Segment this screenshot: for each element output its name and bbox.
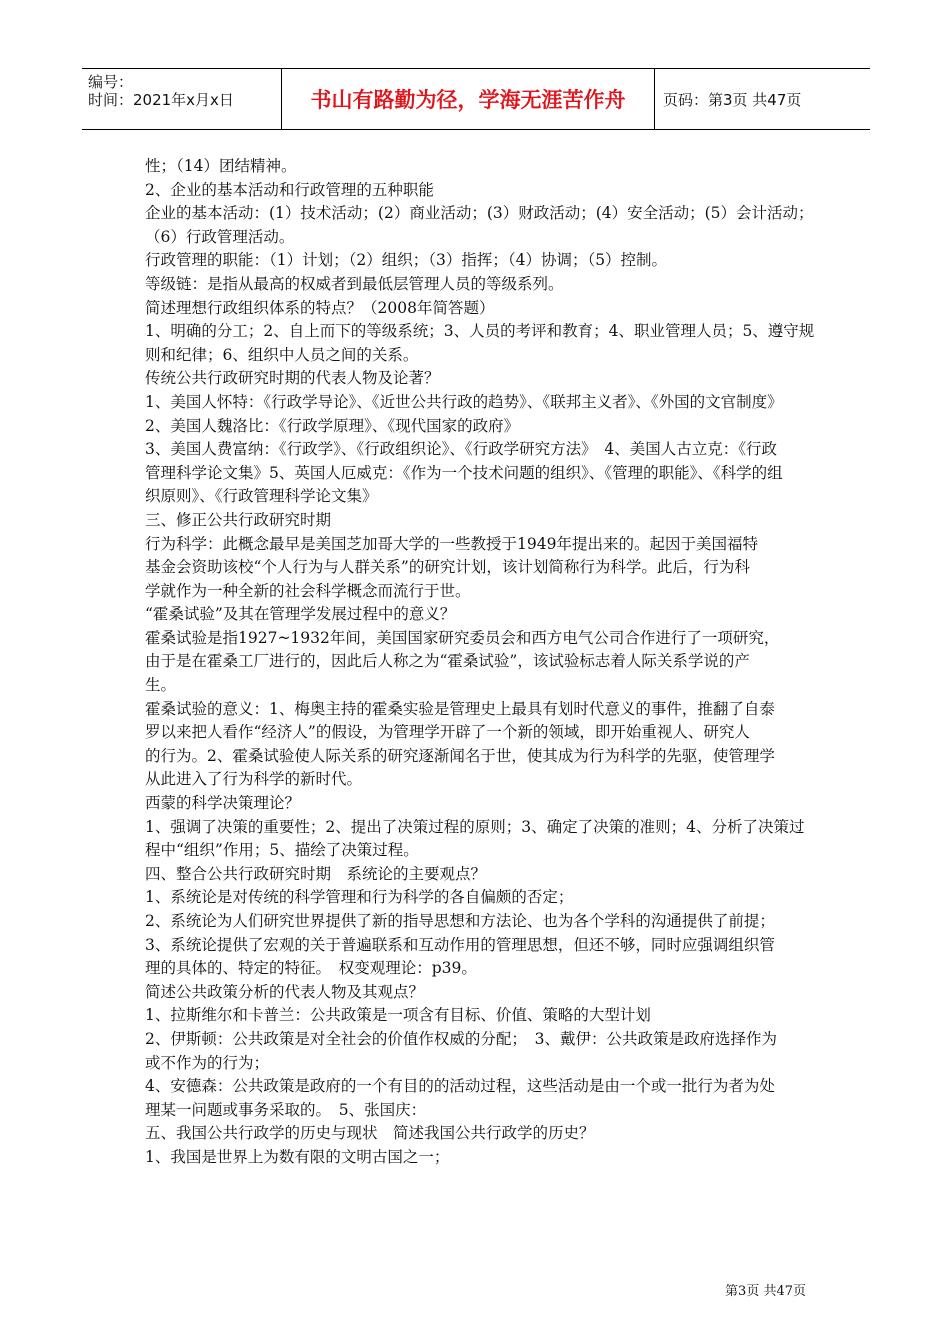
text-line: 程中“组织”作用；5、描绘了决策过程。 xyxy=(145,841,419,860)
text-line: 1、明确的分工；2、自上而下的等级系统；3、人员的考评和教育；4、职业管理人员；5、遵守规 xyxy=(145,322,815,341)
text-line: 2、美国人魏洛比：《行政学原理》、《现代国家的政府》 xyxy=(145,416,520,435)
text-line: 理的具体的、特定的特征。 权变观理论：p39。 xyxy=(145,959,477,978)
text-line: 4、安德森：公共政策是政府的一个有目的的活动过程，这些活动是由一个或一批行为者为处 xyxy=(145,1077,775,1096)
document-body xyxy=(145,155,815,1170)
text-line: 1、我国是世界上为数有限的文明古国之一； xyxy=(145,1147,450,1166)
header-meta xyxy=(82,69,282,129)
text-line: 三、修正公共行政研究时期 xyxy=(145,510,332,529)
header-page-info: 页码：第3页 共47页 xyxy=(663,90,802,109)
text-line: 2、企业的基本活动和行政管理的五种职能 xyxy=(145,180,434,199)
text-line: 等级链：是指从最高的权威者到最低层管理人员的等级系列。 xyxy=(145,274,564,293)
text-line: 2、系统论为人们研究世界提供了新的指导思想和方法论、也为各个学科的沟通提供了前提； xyxy=(145,912,775,930)
text-line: （6）行政管理活动。 xyxy=(145,227,295,246)
text-line: 3、系统论提供了宏观的关于普遍联系和互动作用的管理思想，但还不够，同时应强调组织管 xyxy=(145,935,775,954)
text-line: 2、伊斯顿：公共政策是对全社会的价值作权威的分配； 3、戴伊：公共政策是政府选择作为 xyxy=(145,1029,777,1048)
text-line: 霍桑试验是指1927~1932年间，美国国家研究委员会和西方电气公司合作进行了一项研究， xyxy=(145,628,780,647)
text-line: 或不作为的行为； xyxy=(145,1053,270,1072)
text-line: 1、系统论是对传统的科学管理和行为科学的各自偏颇的否定； xyxy=(145,888,574,907)
text-line: 3、美国人费富纳：《行政学》、《行政组织论》、《行政学研究方法》 4、美国人古立克：《行政 xyxy=(145,440,777,459)
text-line: 罗以来把人看作“经济人”的假设，为管理学开辟了一个新的领域，即开始重视人、研究人 xyxy=(145,723,750,742)
text-line: 从此进入了行为科学的新时代。 xyxy=(145,770,363,789)
text-line: 生。 xyxy=(145,676,177,695)
text-line: 西蒙的科学决策理论？ xyxy=(145,794,301,813)
header-time-label: 时间：2021年x月x日 xyxy=(88,91,234,109)
text-line: 简述公共政策分析的代表人物及其观点？ xyxy=(145,982,425,1001)
text-line: 基金会资助该校“个人行为与人群关系”的研究计划，该计划简称行为科学。此后，行为科 xyxy=(145,558,750,577)
text-line: 管理科学论文集》5、英国人厄威克：《作为一个技术问题的组织》、《管理的职能》、《科学的组 xyxy=(145,463,783,482)
text-line: 行政管理的职能：（1）计划；（2）组织；（3）指挥；（4）协调；（5）控制。 xyxy=(145,251,668,270)
page-footer: 第3页 共47页 xyxy=(725,1284,806,1299)
text-line: 四、整合公共行政研究时期 系统论的主要观点？ xyxy=(145,864,487,883)
text-line: 1、美国人怀特：《行政学导论》、《近世公共行政的趋势》、《联邦主义者》、《外国的文官制度》 xyxy=(145,392,783,411)
text-line: 1、拉斯维尔和卡普兰：公共政策是一项含有目标、价值、策略的大型计划 xyxy=(145,1006,651,1025)
text-line: “霍桑试验”及其在管理学发展过程中的意义？ xyxy=(145,605,456,624)
text-line: 则和纪律；6、组织中人员之间的关系。 xyxy=(145,345,419,364)
text-line: 企业的基本活动：(1）技术活动；(2）商业活动；(3）财政活动；(4）安全活动；(5）会计活动； xyxy=(145,204,814,223)
text-line: 学就作为一种全新的社会科学概念而流行于世。 xyxy=(145,581,471,600)
text-line: 的行为。2、霍桑试验使人际关系的研究逐渐闻名于世，使其成为行为科学的先驱，使管理学 xyxy=(145,746,775,765)
text-line: 1、强调了决策的重要性；2、提出了决策过程的原则；3、确定了决策的准则；4、分析了决策过 xyxy=(145,817,805,836)
text-line: 理某一问题或事务采取的。 5、张国庆： xyxy=(145,1100,427,1119)
text-line: 行为科学：此概念最早是美国芝加哥大学的一些教授于1949年提出来的。起因于美国福特 xyxy=(145,534,758,553)
text-line: 由于是在霍桑工厂进行的，因此后人称之为“霍桑试验”，该试验标志着人际关系学说的产 xyxy=(145,652,750,671)
text-line: 霍桑试验的意义：1、梅奥主持的霍桑实验是管理史上最具有划时代意义的事件，推翻了自泰 xyxy=(145,699,775,718)
text-line: 性；（14）团结精神。 xyxy=(145,157,297,175)
text-line: 传统公共行政研究时期的代表人物及论著？ xyxy=(145,369,440,388)
header-motto: 书山有路勤为径，学海无涯苦作舟 xyxy=(282,69,655,129)
text-line: 织原则》、《行政管理科学论文集》 xyxy=(145,487,378,506)
text-line: 五、我国公共行政学的历史与现状 简述我国公共行政学的历史？ xyxy=(145,1124,595,1143)
header-code-label: 编号： xyxy=(88,73,134,91)
page-header xyxy=(82,68,870,130)
text-line: 简述理想行政组织体系的特点？（2008年简答题） xyxy=(145,298,495,317)
